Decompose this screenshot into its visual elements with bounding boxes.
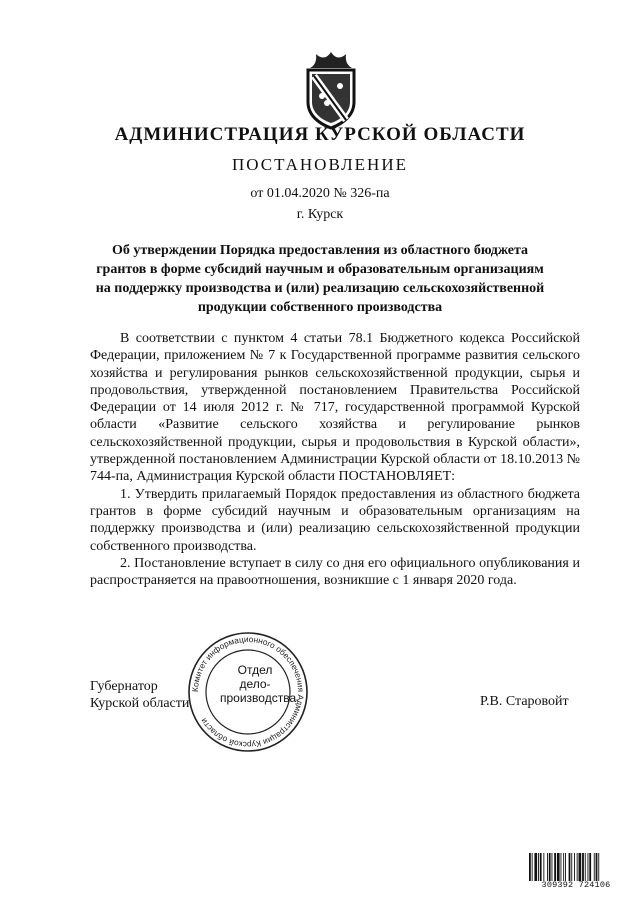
stamp-ring-text: Комитет информационного обеспечения Администрации Курской области (189, 633, 307, 751)
barcode-bar (540, 853, 542, 881)
preamble-paragraph: В соответствии с пунктом 4 статьи 78.1 Бюджетного кодекса Российской Федерации, приложением № 7 к Государственной программе развития сельского хозяйства и регулирования рынков сельскохозяйственной продукции, сырья и продовольствия, утвержденной постановлением Правительства Российской Федерации от 14 июля 2012 г. № 717, государственной программой Курской области «Развитие сельского хозяйства и регулирование рынков сельскохозяйственной продукции, сырья и продовольствия в Курской области», утвержденной постановлением Администрации Курской области от 18.10.2013 № 744-па, Администрация Курской области ПОСТАНОВЛЯЕТ: (90, 331, 580, 485)
signer-name: Р.В. Старовойт (480, 694, 569, 709)
stamp-line1: Отдел (237, 663, 273, 677)
signer-position-line2: Курской области (90, 696, 190, 711)
document-city: г. Курск (296, 207, 344, 222)
barcode-bar (577, 853, 578, 881)
barcode-bar (563, 853, 564, 881)
barcode-bar (538, 853, 539, 881)
stamp-line2: дело- (239, 677, 271, 691)
barcode-bar (589, 853, 591, 881)
document-title: Об утверждении Порядка предоставления из областного бюджета грантов в форме субсидий научным и образовательным организациям на поддержку производства и (или) реализацию сельскохозяйственной продукции собственного производства (95, 243, 545, 315)
barcode-bar (574, 853, 575, 881)
stamp-line3: производства (220, 691, 297, 705)
barcode-bar (598, 853, 599, 881)
barcode-bar (561, 853, 562, 881)
item-1-paragraph: 1. Утвердить прилагаемый Порядок предоставления из областного бюджета грантов в форме субсидий научным и образовательным организациям на поддержку производства и (или) реализацию сельскохозяйственной продукции собственного производства. (90, 486, 580, 554)
barcode-bar (579, 853, 582, 881)
signer-position (90, 678, 189, 712)
barcode-bar (594, 853, 595, 881)
barcode-bar (565, 853, 566, 881)
document-type: ПОСТАНОВЛЕНИЕ (231, 155, 408, 174)
barcode-bar (588, 853, 589, 881)
barcode-bar (532, 853, 533, 881)
barcode-bar (554, 853, 556, 881)
barcode-bar (534, 853, 537, 881)
barcode-number: 309392 724106 (541, 880, 611, 890)
item-2-paragraph: 2. Постановление вступает в силу со дня его официального опубликования и распространяется на правоотношения, возникшие с 1 января 2020 года. (90, 555, 580, 589)
document-date-number: от 01.04.2020 № 326-па (250, 186, 390, 201)
barcode-bar (549, 853, 551, 881)
barcode-bar (582, 853, 584, 881)
barcode-bar (569, 853, 571, 881)
barcode-bar (529, 853, 531, 881)
organization-name: АДМИНИСТРАЦИЯ КУРСКОЙ ОБЛАСТИ (114, 124, 526, 145)
barcode-bar (585, 853, 586, 881)
stamp-center-text (220, 663, 297, 705)
barcode-bar (557, 853, 560, 881)
barcode-bar (543, 853, 544, 881)
barcode-bar (571, 853, 572, 881)
barcode-bar (552, 853, 553, 881)
barcode (528, 853, 624, 881)
document-body (90, 330, 580, 589)
barcode-bar (547, 853, 548, 881)
coat-of-arms-icon (300, 50, 362, 130)
barcode-bar (596, 853, 598, 881)
signer-position-line1: Губернатор (90, 679, 158, 694)
